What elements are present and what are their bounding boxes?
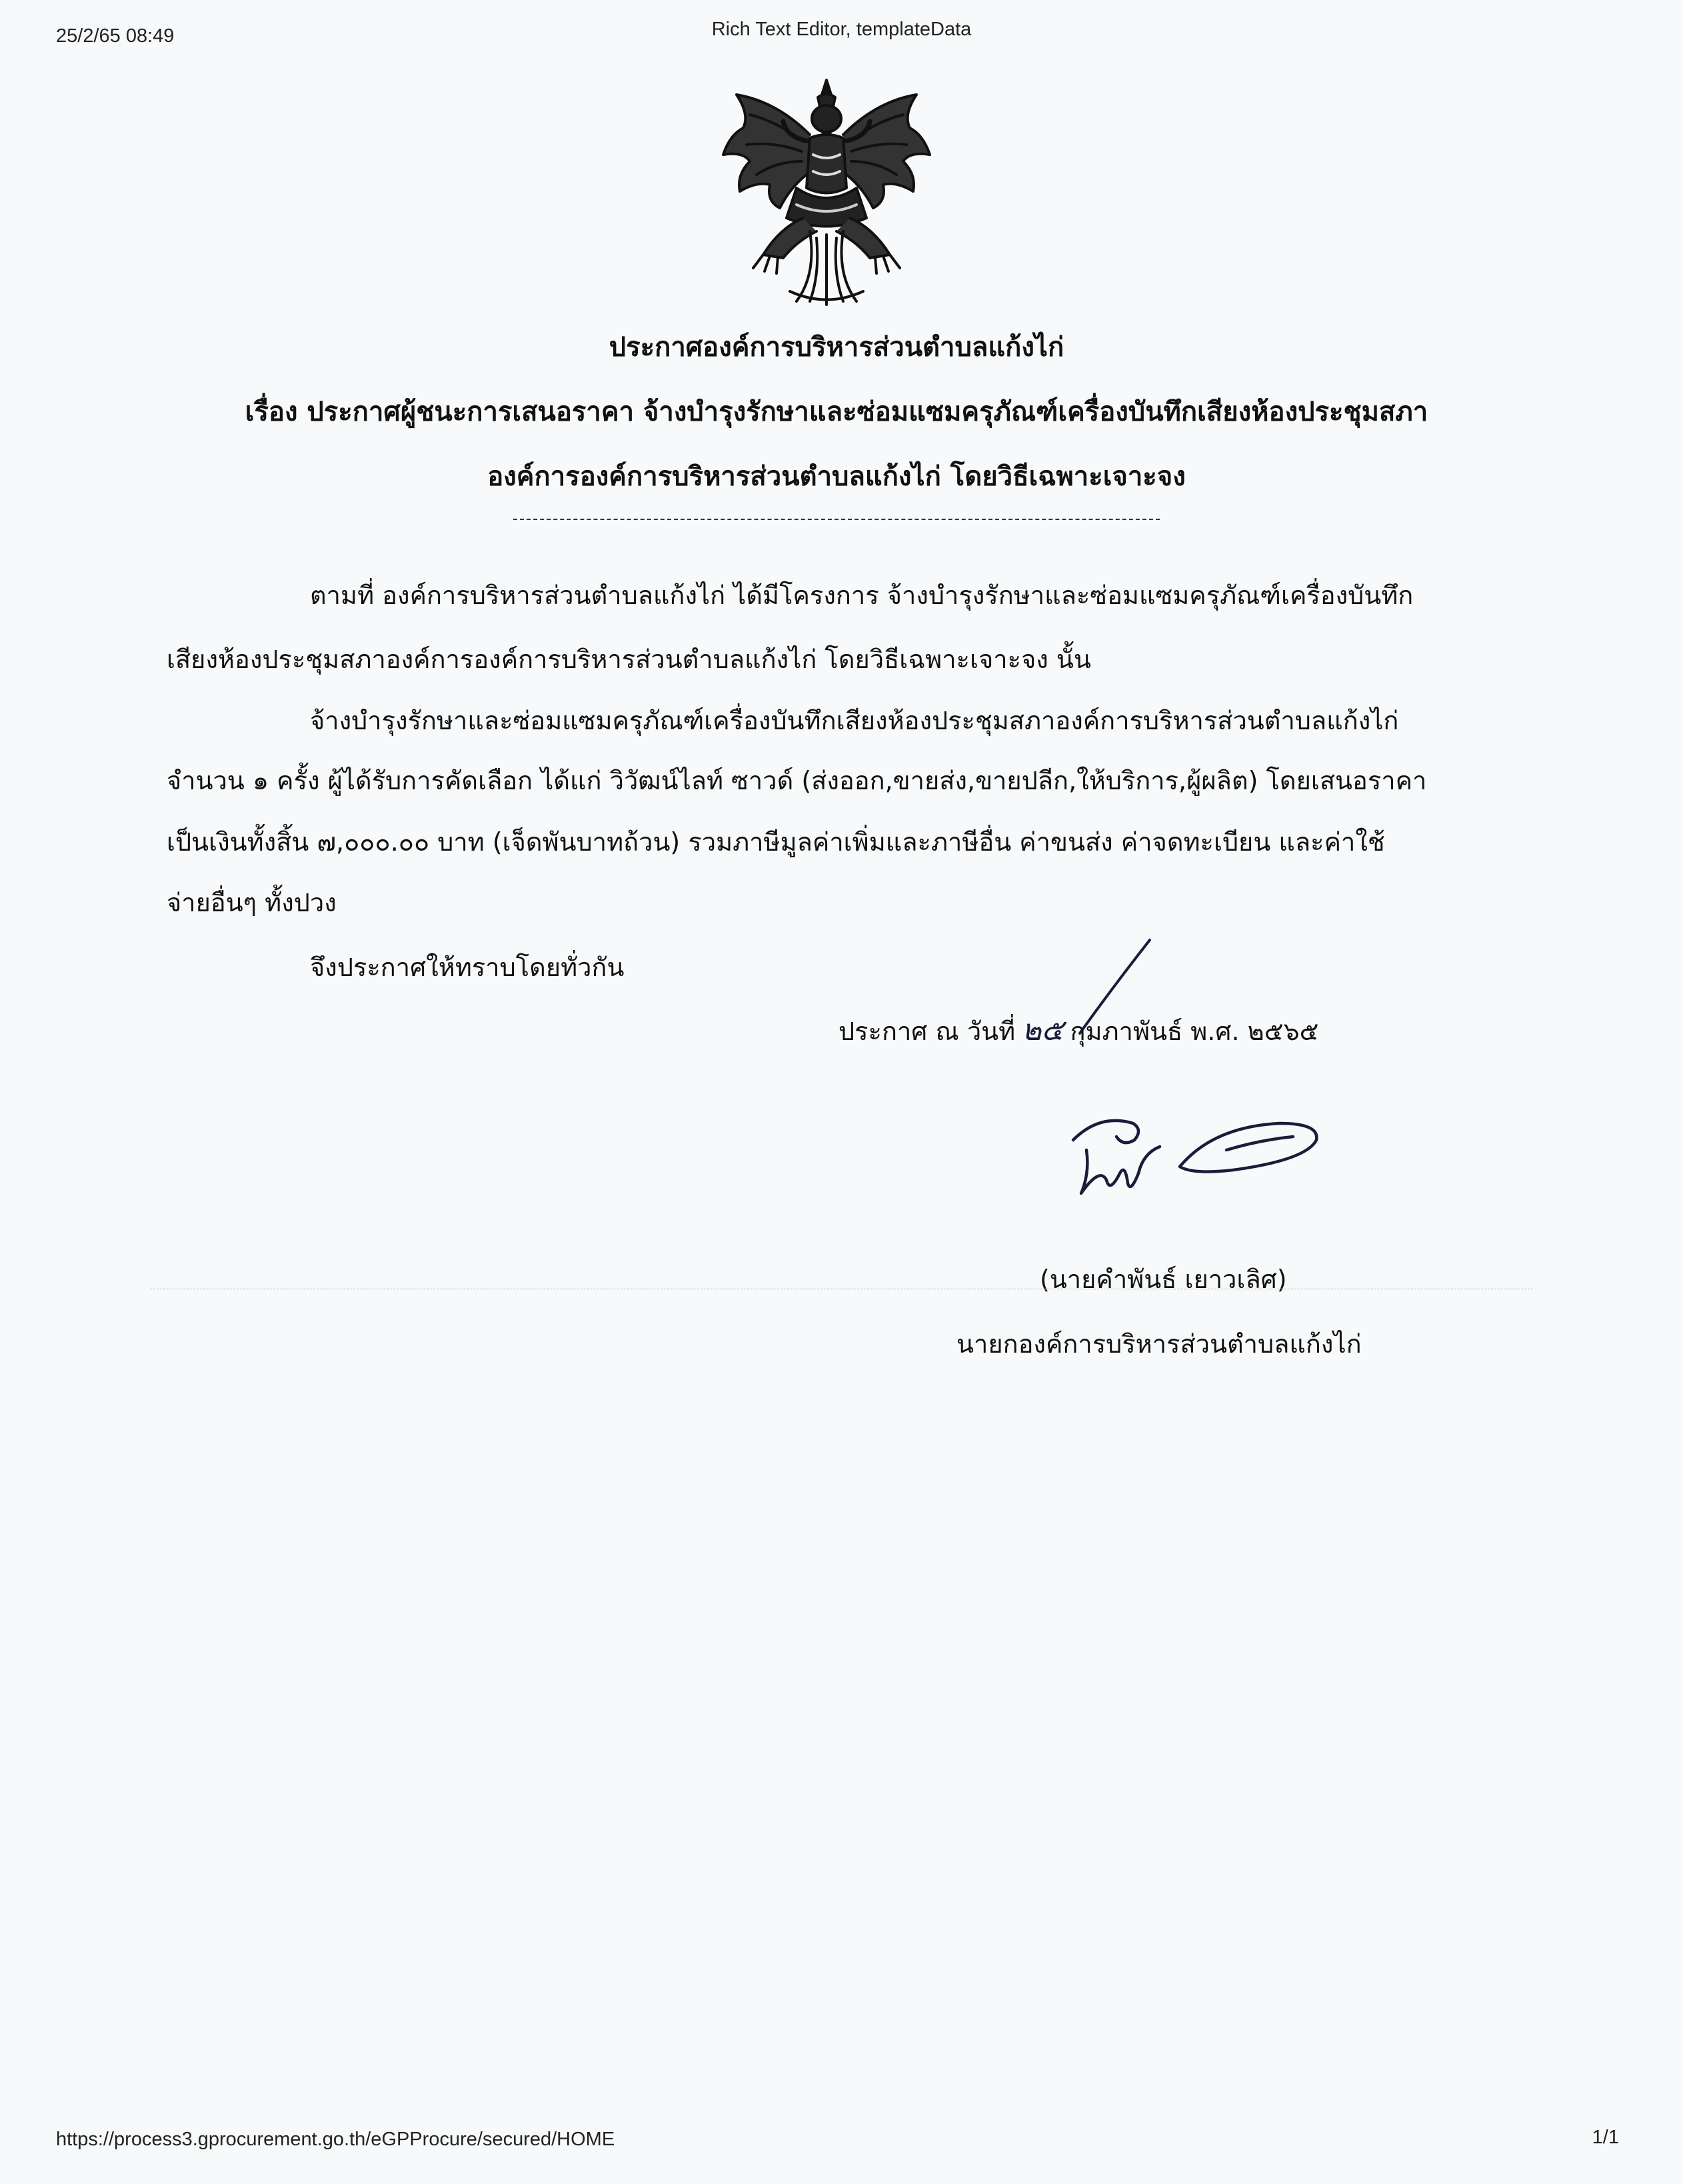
paragraph-2-line-3: เป็นเงินทั้งสิ้น ๗,๐๐๐.๐๐ บาท (เจ็ดพันบาทถ้วน) รวมภาษีมูลค่าเพิ่มและภาษีอื่น ค่าขนส่ง ค่าจดทะเบียน และค่าใช้ [167,827,1385,857]
closing-statement: จึงประกาศให้ทราบโดยทั่วกัน [310,953,625,982]
document-subject-line-2: องค์การองค์การบริหารส่วนตำบลแก้งไก่ โดยวิธีเฉพาะเจาะจง [487,461,1186,492]
signer-name: (นายคำพันธ์ เยาวเลิศ) [1040,1265,1287,1294]
title-separator [513,519,1160,520]
date-day: ๒๕ [1022,1013,1064,1047]
print-url: https://process3.gprocurement.go.th/eGPProcure/secured/HOME [56,2129,615,2150]
print-date: 25/2/65 08:49 [56,25,175,47]
document-subject-line-1: เรื่อง ประกาศผู้ชนะการเสนอราคา จ้างบำรุงรักษาและซ่อมแซมครุภัณฑ์เครื่องบันทึกเสียงห้องประชุมสภา [245,397,1428,427]
handwritten-signature-icon [1060,1100,1340,1213]
date-prefix: ประกาศ ณ วันที่ [839,1017,1016,1046]
page-count: 1/1 [1592,2127,1619,2148]
paragraph-1-line-2: เสียงห้องประชุมสภาองค์การองค์การบริหารส่วนตำบลแก้งไก่ โดยวิธีเฉพาะเจาะจง นั้น [167,645,1091,674]
date-suffix: กุมภาพันธ์ พ.ศ. ๒๕๖๕ [1070,1017,1319,1046]
paragraph-2-line-1: จ้างบำรุงรักษาและซ่อมแซมครุภัณฑ์เครื่องบันทึกเสียงห้องประชุมสภาองค์การบริหารส่วนตำบลแก้งไก่ [310,706,1399,735]
document-title: ประกาศองค์การบริหารส่วนตำบลแก้งไก่ [609,332,1064,363]
paragraph-1-line-1: ตามที่ องค์การบริหารส่วนตำบลแก้งไก่ ได้มีโครงการ จ้างบำรุงรักษาและซ่อมแซมครุภัณฑ์เครื่องบันทึก [310,581,1414,610]
announcement-date [839,1007,1318,1053]
paragraph-2-line-4: จ่ายอื่นๆ ทั้งปวง [167,888,337,917]
garuda-emblem-icon [717,75,936,308]
signer-position: นายกองค์การบริหารส่วนตำบลแก้งไก่ [956,1329,1362,1359]
print-title: Rich Text Editor, templateData [711,19,972,40]
paragraph-2-line-2: จำนวน ๑ ครั้ง ผู้ได้รับการคัดเลือก ได้แก่ วิวัฒน์ไลท์ ซาวด์ (ส่งออก,ขายส่ง,ขายปลีก,ให้บริการ,ผู้ผลิต) โดยเสนอราคา [167,766,1427,795]
